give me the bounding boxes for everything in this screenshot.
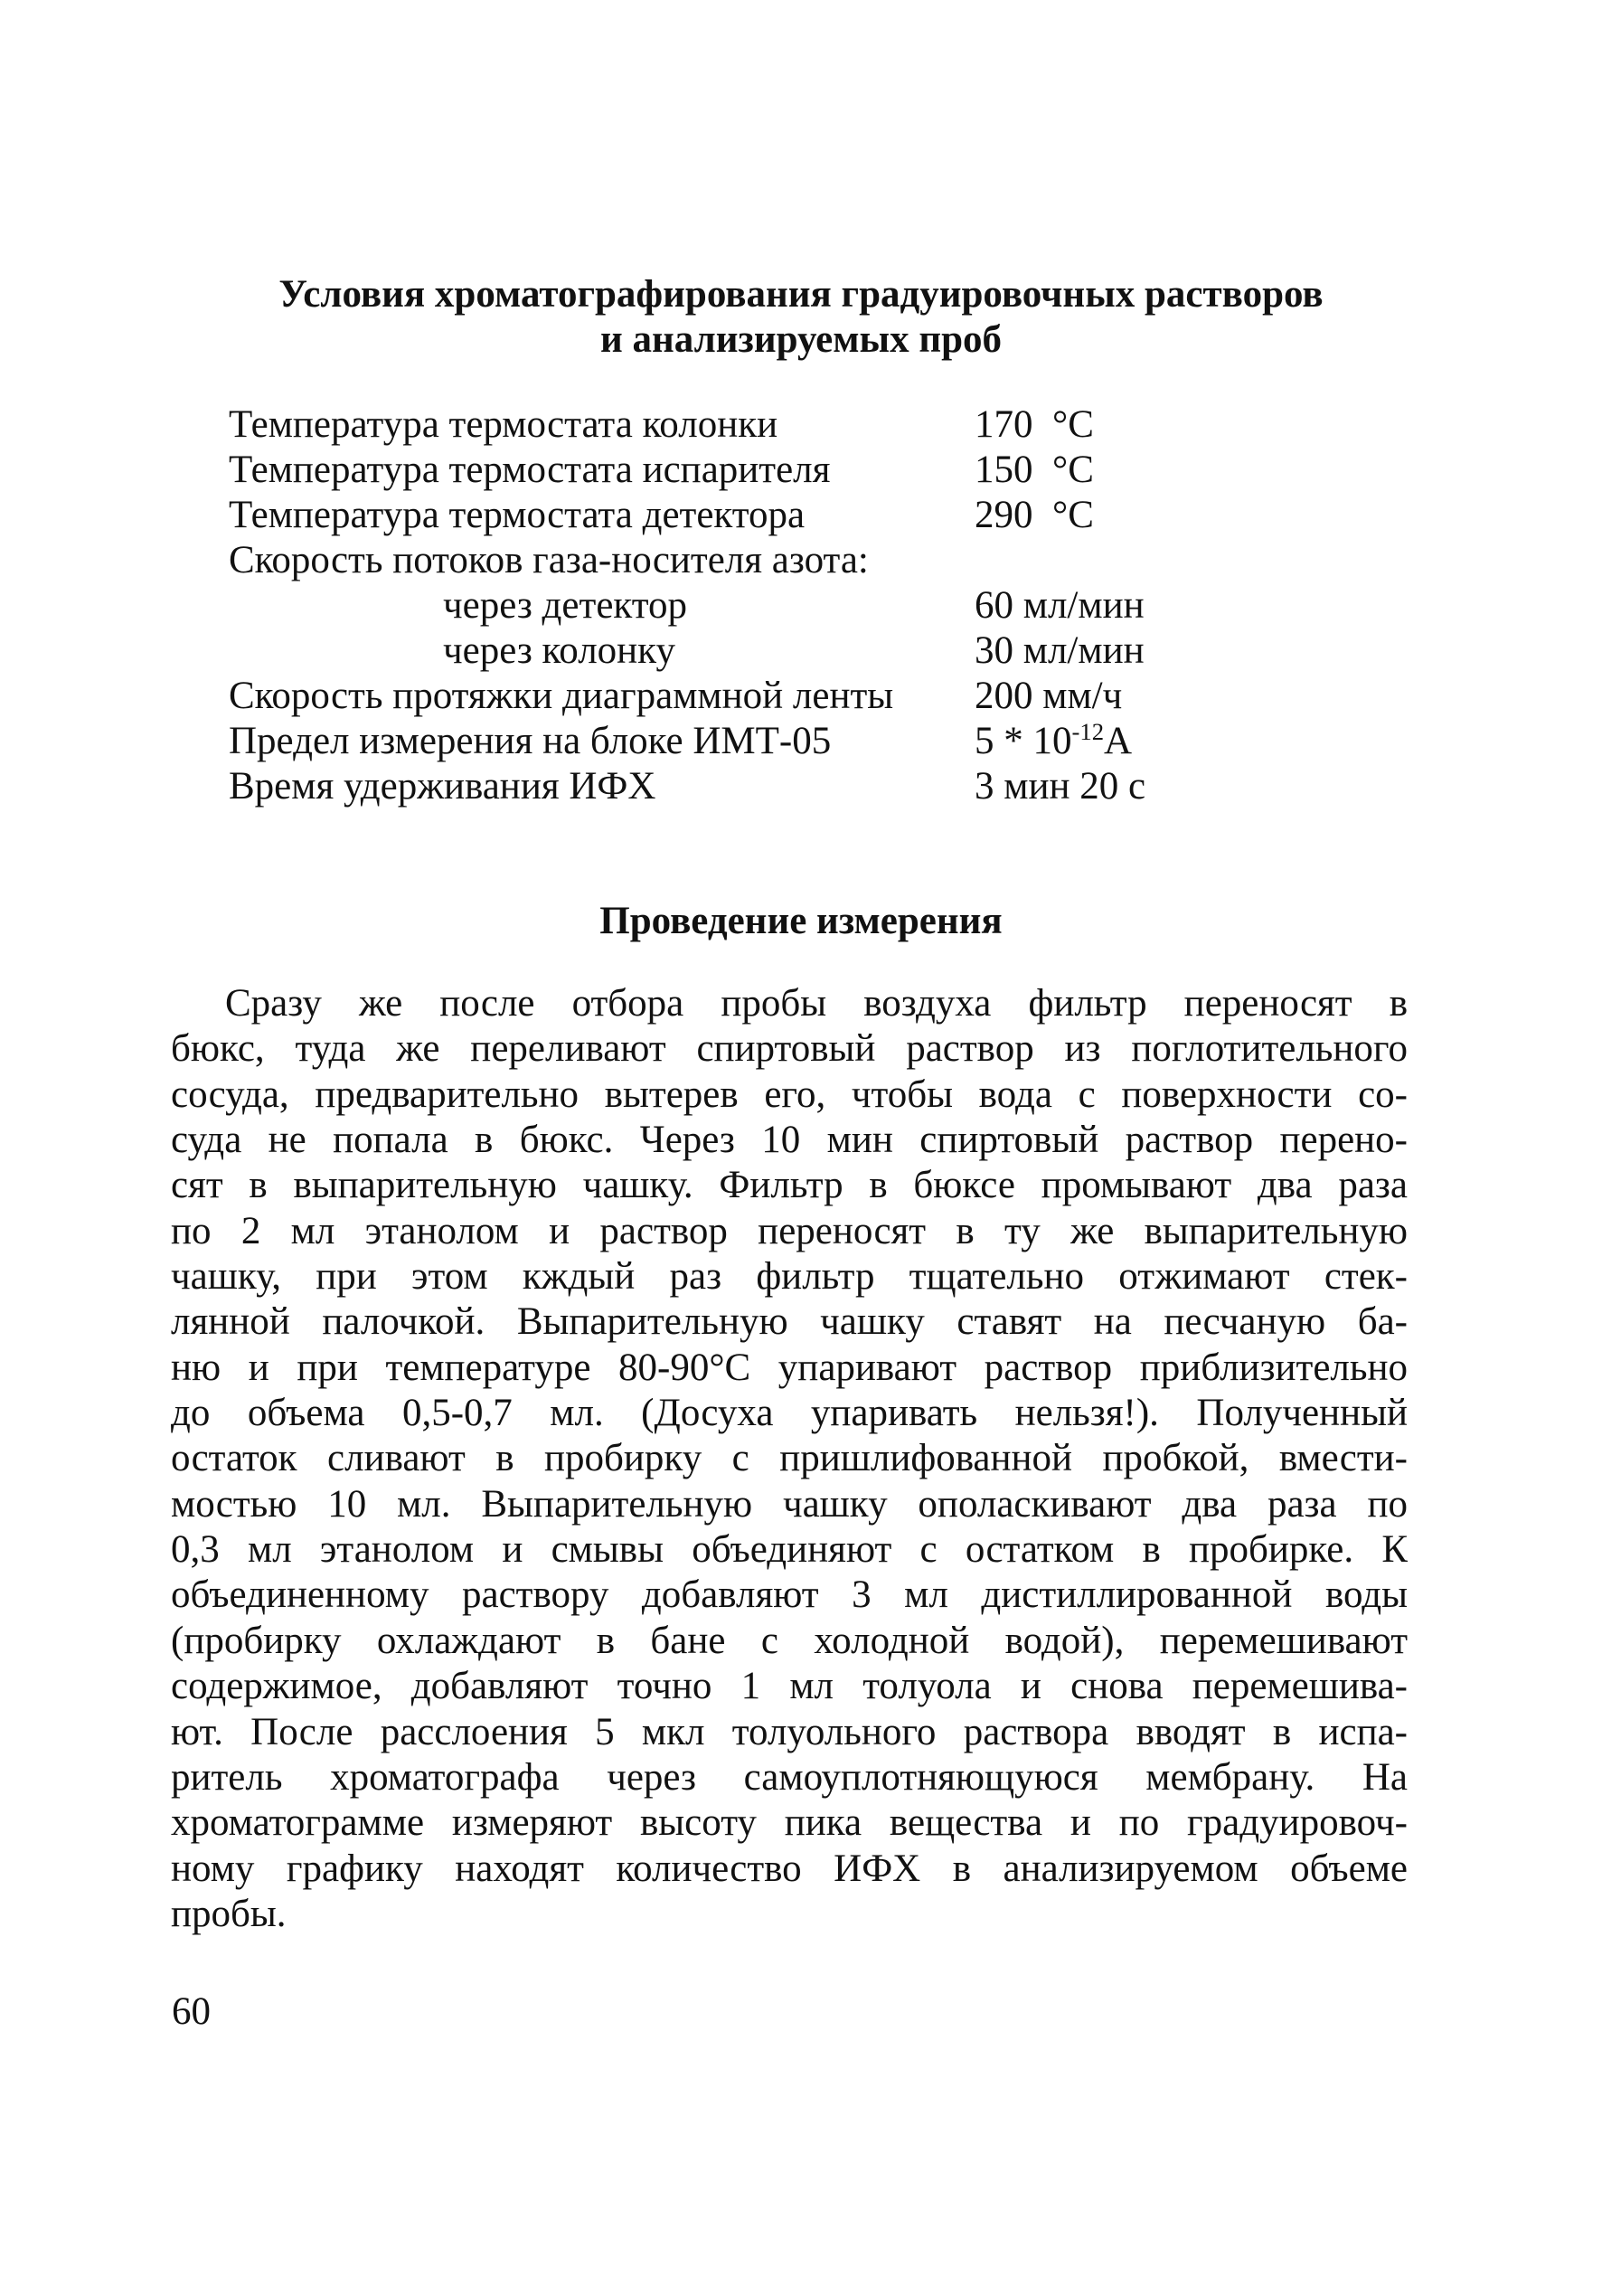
text-line: объединенному раствору добавляют 3 мл дистиллированной воды bbox=[171, 1573, 1408, 1617]
condition-value: 170 °С bbox=[975, 403, 1094, 446]
text-line: (пробирку охлаждают в бане с холодной водой), перемешивают bbox=[171, 1619, 1408, 1662]
condition-value: 290 °С bbox=[975, 494, 1094, 536]
body-paragraph bbox=[171, 981, 1408, 1937]
condition-row bbox=[0, 538, 1602, 583]
text-line: остаток сливают в пробирку с пришлифованной пробкой, вмести- bbox=[171, 1437, 1408, 1480]
text-line: хроматограмме измеряют высоту пика вещества и по градуировоч- bbox=[171, 1801, 1408, 1845]
condition-row bbox=[0, 674, 1602, 719]
section-title-line-1: Условия хроматографирования градуировочных растворов bbox=[278, 273, 1324, 316]
condition-value: 200 мм/ч bbox=[975, 675, 1123, 717]
text-line: лянной палочкой. Выпарительную чашку ставят на песчаную ба- bbox=[171, 1300, 1408, 1344]
condition-label: Предел измерения на блоке ИМТ-05 bbox=[229, 720, 832, 762]
text-line: пробы. bbox=[171, 1892, 287, 1935]
condition-row bbox=[0, 719, 1602, 764]
text-line: мостью 10 мл. Выпарительную чашку ополаскивают два раза по bbox=[171, 1482, 1408, 1526]
condition-row bbox=[0, 493, 1602, 538]
text-line: ню и при температуре 80-90°С упаривают раствор приблизительно bbox=[171, 1346, 1408, 1389]
condition-row bbox=[0, 583, 1602, 628]
text-line: бюкс, туда же переливают спиртовый раствор из поглотительного bbox=[171, 1027, 1408, 1071]
text-line: сят в выпарительную чашку. Фильтр в бюксе промывают два раза bbox=[171, 1164, 1408, 1207]
condition-label: через колонку bbox=[443, 629, 675, 672]
text-line: Сразу же после отбора пробы воздуха фильтр переносят в bbox=[225, 982, 1408, 1025]
text-line: 0,3 мл этанолом и смывы объединяют с остатком в пробирке. К bbox=[171, 1528, 1408, 1572]
text-line: ному графику находят количество ИФХ в анализируемом объеме bbox=[171, 1847, 1408, 1890]
condition-label: Время удерживания ИФХ bbox=[229, 765, 656, 808]
section-title-line-2: и анализируемых проб bbox=[599, 318, 1003, 361]
text-line: до объема 0,5-0,7 мл. (Досуха упаривать нельзя!). Полученный bbox=[171, 1392, 1408, 1435]
condition-label: Температура термостата колонки bbox=[229, 403, 778, 446]
condition-label: Скорость потоков газа-носителя азота: bbox=[229, 539, 869, 581]
condition-row bbox=[0, 402, 1602, 448]
page-number: 60 bbox=[172, 1990, 211, 2033]
condition-row bbox=[0, 764, 1602, 809]
condition-label: через детектор bbox=[443, 584, 687, 627]
condition-value: 150 °С bbox=[975, 449, 1094, 491]
text-line: ритель хроматографа через самоуплотняющуюся мембрану. На bbox=[171, 1755, 1408, 1799]
text-line: чашку, при этом кждый раз фильтр тщательно отжимают стек- bbox=[171, 1255, 1408, 1299]
condition-value: 3 мин 20 с bbox=[975, 765, 1146, 808]
condition-label: Температура термостата детектора bbox=[229, 494, 806, 536]
section-title: Проведение измерения bbox=[599, 900, 1003, 942]
text-line: ют. После расслоения 5 мкл толуольного раствора вводят в испа- bbox=[171, 1710, 1408, 1753]
condition-value: $5 * 10^{-12}А$ bbox=[975, 718, 1133, 762]
text-line: суда не попала в бюкс. Через 10 мин спиртовый раствор перено- bbox=[171, 1119, 1408, 1162]
condition-value: 30 мл/мин bbox=[975, 629, 1145, 672]
text-line: содержимое, добавляют точно 1 мл толуола и снова перемешива- bbox=[171, 1665, 1408, 1708]
condition-label: Температура термостата испарителя bbox=[229, 449, 831, 491]
condition-value: 60 мл/мин bbox=[975, 584, 1145, 627]
condition-row bbox=[0, 448, 1602, 493]
text-line: сосуда, предварительно вытерев его, чтобы вода с поверхности со- bbox=[171, 1072, 1408, 1116]
condition-row bbox=[0, 628, 1602, 674]
condition-label: Скорость протяжки диаграммной ленты bbox=[229, 675, 894, 717]
text-line: по 2 мл этанолом и раствор переносят в ту же выпарительную bbox=[171, 1209, 1408, 1252]
